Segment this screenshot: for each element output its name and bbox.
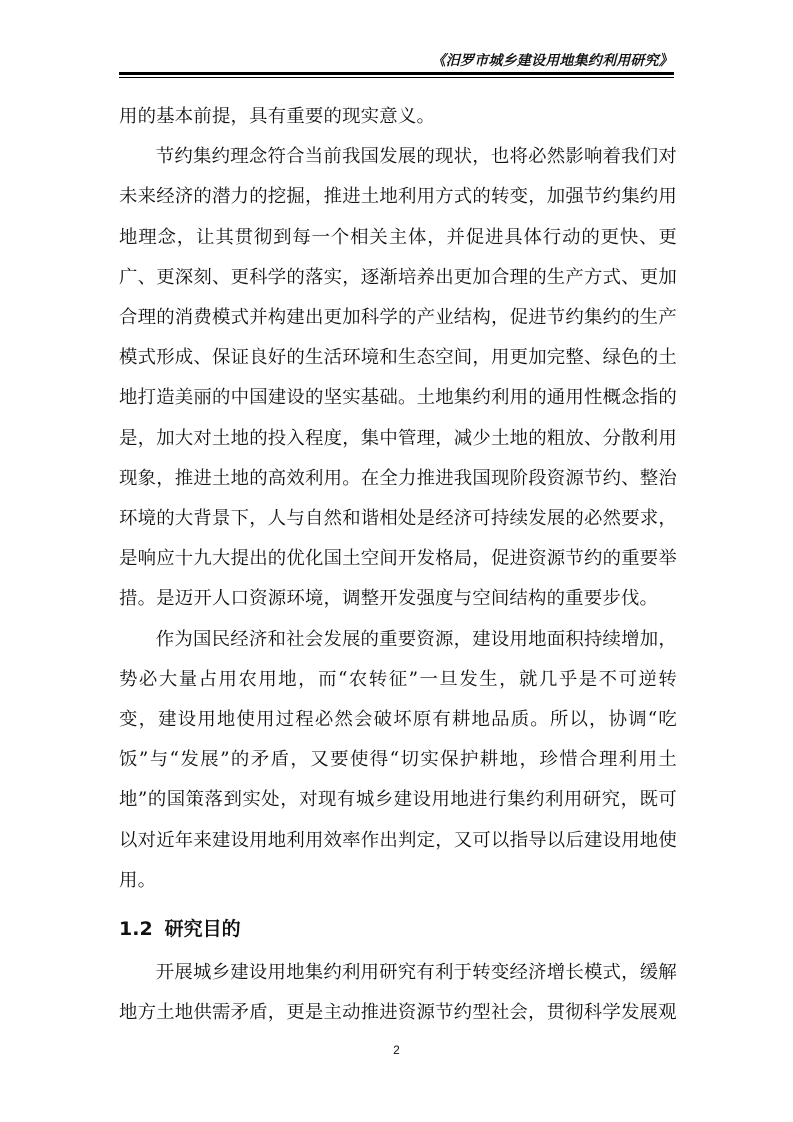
section-number: 1.2 [119, 918, 153, 941]
paragraph-continuation: 用的基本前提，具有重要的现实意义。 [119, 106, 436, 127]
paragraph-construction-land: 作为国民经济和社会发展的重要资源，建设用地面积持续增加，势必大量占用农用地，而“农转征”一旦发生，就几乎是不可逆转变，建设用地使用过程必然会破坏原有耕地品质。所以，协调“吃饭”与“发展”的矛盾，又要使得“切实保护耕地，珍惜合理利用土地”的国策落到实处，对现有城乡建设用地进行集约利用研究，既可以对近年来建设用地利用效率作出判定，又可以指导以后建设用地使用。 [119, 628, 677, 891]
header-rule-thick [119, 72, 674, 75]
paragraph-research-purpose: 开展城乡建设用地集约利用研究有利于转变经济增长模式，缓解地方土地供需矛盾，更是主动推进资源节约型社会，贯彻科学发展观 [119, 962, 677, 1024]
section-title: 研究目的 [164, 918, 241, 941]
document-body [119, 97, 677, 1033]
running-header-title: 《汨罗市城乡建设用地集约利用研究》 [431, 53, 673, 69]
paragraph-intensive-concept: 节约集约理念符合当前我国发展的现状，也将必然影响着我们对未来经济的潜力的挖掘，推进土地利用方式的转变，加强节约集约用地理念，让其贯彻到每一个相关主体，并促进具体行动的更快、更广、更深刻、更科学的落实，逐渐培养出更加合理的生产方式、更加合理的消费模式并构建出更加科学的产业结构，促进节约集约的生产模式形成、保证良好的生活环境和生态空间，用更加完整、绿色的土地打造美丽的中国建设的坚实基础。土地集约利用的通用性概念指的是，加大对土地的投入程度，集中管理，减少土地的粗放、分散利用现象，推进土地的高效利用。在全力推进我国现阶段资源节约、整治环境的大背景下，人与自然和谐相处是经济可持续发展的必然要求，是响应十九大提出的优化国土空间开发格局，促进资源节约的重要举措。是迈开人口资源环境，调整开发强度与空间结构的重要步伐。 [119, 146, 677, 610]
section-heading [119, 909, 677, 949]
page-number: 2 [393, 1043, 400, 1057]
header-rule-thin [119, 77, 674, 78]
